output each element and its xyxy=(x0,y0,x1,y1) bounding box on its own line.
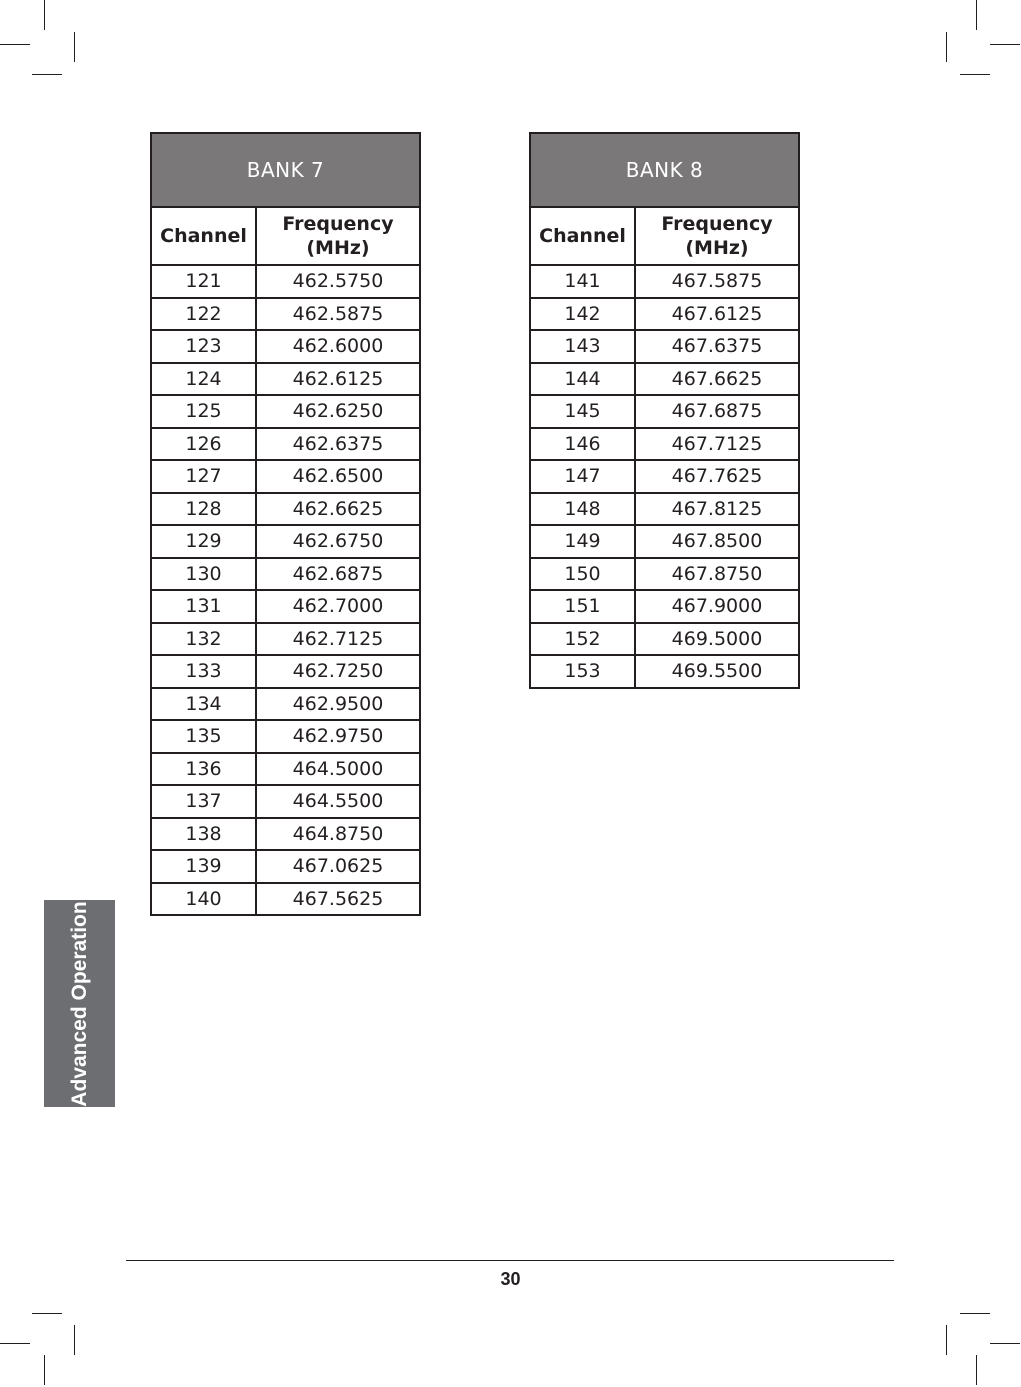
crop-mark xyxy=(74,32,75,62)
channel-cell: 141 xyxy=(530,265,635,298)
channel-cell: 152 xyxy=(530,623,635,656)
frequency-cell: 462.6000 xyxy=(256,330,420,363)
section-side-tab xyxy=(44,900,115,1107)
table-row xyxy=(530,395,799,428)
table-row xyxy=(151,623,420,656)
channel-cell: 140 xyxy=(151,883,256,916)
table-row xyxy=(151,785,420,818)
table-row xyxy=(151,688,420,721)
frequency-cell: 467.9000 xyxy=(635,590,799,623)
channel-cell: 126 xyxy=(151,428,256,461)
frequency-cell: 462.6500 xyxy=(256,460,420,493)
channel-cell: 143 xyxy=(530,330,635,363)
crop-mark xyxy=(44,0,45,30)
table-row xyxy=(151,330,420,363)
table-row xyxy=(530,460,799,493)
channel-cell: 153 xyxy=(530,655,635,688)
table-row xyxy=(151,363,420,396)
channel-cell: 135 xyxy=(151,720,256,753)
channel-cell: 121 xyxy=(151,265,256,298)
frequency-cell: 462.9750 xyxy=(256,720,420,753)
frequency-cell: 462.6875 xyxy=(256,558,420,591)
channel-cell: 148 xyxy=(530,493,635,526)
channel-cell: 134 xyxy=(151,688,256,721)
table-row xyxy=(151,493,420,526)
crop-mark xyxy=(990,44,1020,45)
table-row xyxy=(151,590,420,623)
channel-cell: 122 xyxy=(151,298,256,331)
channel-cell: 133 xyxy=(151,655,256,688)
table-row xyxy=(151,298,420,331)
bank-8-table xyxy=(529,132,800,689)
channel-cell: 125 xyxy=(151,395,256,428)
frequency-cell: 467.5875 xyxy=(635,265,799,298)
frequency-cell: 464.5000 xyxy=(256,753,420,786)
channel-cell: 130 xyxy=(151,558,256,591)
section-side-tab-label: Advanced Operation xyxy=(67,900,91,1107)
table-row xyxy=(151,753,420,786)
frequency-cell: 462.7000 xyxy=(256,590,420,623)
frequency-cell: 467.6875 xyxy=(635,395,799,428)
table-row xyxy=(151,558,420,591)
table-row xyxy=(530,265,799,298)
channel-cell: 147 xyxy=(530,460,635,493)
bank-8-title: BANK 8 xyxy=(530,133,799,207)
frequency-cell: 462.5750 xyxy=(256,265,420,298)
channel-cell: 146 xyxy=(530,428,635,461)
table-row xyxy=(151,818,420,851)
frequency-cell: 462.6625 xyxy=(256,493,420,526)
bank-7-table xyxy=(150,132,421,916)
channel-cell: 150 xyxy=(530,558,635,591)
table-row xyxy=(530,558,799,591)
frequency-cell: 462.9500 xyxy=(256,688,420,721)
channel-cell: 129 xyxy=(151,525,256,558)
frequency-cell: 464.5500 xyxy=(256,785,420,818)
frequency-cell: 462.6250 xyxy=(256,395,420,428)
crop-mark xyxy=(960,74,990,75)
table-row xyxy=(530,623,799,656)
frequency-cell: 467.6125 xyxy=(635,298,799,331)
frequency-cell: 462.7125 xyxy=(256,623,420,656)
channel-cell: 127 xyxy=(151,460,256,493)
channel-column-header: Channel xyxy=(530,207,635,265)
frequency-cell: 467.8500 xyxy=(635,525,799,558)
frequency-cell: 462.6375 xyxy=(256,428,420,461)
frequency-cell: 467.8125 xyxy=(635,493,799,526)
frequency-cell: 469.5000 xyxy=(635,623,799,656)
frequency-cell: 462.6750 xyxy=(256,525,420,558)
frequency-cell: 467.7625 xyxy=(635,460,799,493)
table-row xyxy=(151,655,420,688)
table-row xyxy=(151,428,420,461)
table-row xyxy=(151,850,420,883)
channel-column-header: Channel xyxy=(151,207,256,265)
frequency-cell: 462.5875 xyxy=(256,298,420,331)
channel-cell: 151 xyxy=(530,590,635,623)
crop-mark xyxy=(990,1343,1020,1344)
crop-mark xyxy=(976,0,977,30)
table-row xyxy=(530,330,799,363)
frequency-cell: 467.5625 xyxy=(256,883,420,916)
channel-cell: 123 xyxy=(151,330,256,363)
frequency-column-header: Frequency (MHz) xyxy=(635,207,799,265)
crop-mark xyxy=(946,32,947,62)
crop-mark xyxy=(74,1325,75,1355)
table-row xyxy=(151,265,420,298)
table-row xyxy=(530,428,799,461)
footer-divider xyxy=(126,1260,894,1261)
frequency-cell: 462.7250 xyxy=(256,655,420,688)
channel-cell: 132 xyxy=(151,623,256,656)
frequency-cell: 464.8750 xyxy=(256,818,420,851)
channel-cell: 137 xyxy=(151,785,256,818)
crop-mark xyxy=(0,44,30,45)
page-number: 30 xyxy=(500,1269,521,1289)
table-row xyxy=(530,363,799,396)
frequency-column-header: Frequency (MHz) xyxy=(256,207,420,265)
frequency-cell: 467.7125 xyxy=(635,428,799,461)
crop-mark xyxy=(960,1313,990,1314)
frequency-cell: 467.0625 xyxy=(256,850,420,883)
crop-mark xyxy=(44,1355,45,1385)
table-row xyxy=(530,298,799,331)
channel-cell: 138 xyxy=(151,818,256,851)
channel-cell: 145 xyxy=(530,395,635,428)
crop-mark xyxy=(32,74,62,75)
table-row xyxy=(530,493,799,526)
channel-cell: 128 xyxy=(151,493,256,526)
crop-mark xyxy=(946,1325,947,1355)
table-row xyxy=(530,525,799,558)
table-row xyxy=(151,460,420,493)
table-row xyxy=(151,720,420,753)
crop-mark xyxy=(32,1313,62,1314)
channel-cell: 131 xyxy=(151,590,256,623)
table-row xyxy=(530,655,799,688)
table-row xyxy=(151,883,420,916)
frequency-cell: 467.6625 xyxy=(635,363,799,396)
table-row xyxy=(530,590,799,623)
crop-mark xyxy=(0,1343,30,1344)
frequency-cell: 469.5500 xyxy=(635,655,799,688)
channel-cell: 139 xyxy=(151,850,256,883)
channel-cell: 149 xyxy=(530,525,635,558)
channel-cell: 144 xyxy=(530,363,635,396)
frequency-cell: 467.8750 xyxy=(635,558,799,591)
frequency-cell: 462.6125 xyxy=(256,363,420,396)
table-row xyxy=(151,525,420,558)
channel-cell: 136 xyxy=(151,753,256,786)
channel-cell: 142 xyxy=(530,298,635,331)
channel-cell: 124 xyxy=(151,363,256,396)
crop-mark xyxy=(976,1355,977,1385)
frequency-cell: 467.6375 xyxy=(635,330,799,363)
table-row xyxy=(151,395,420,428)
bank-7-title: BANK 7 xyxy=(151,133,420,207)
